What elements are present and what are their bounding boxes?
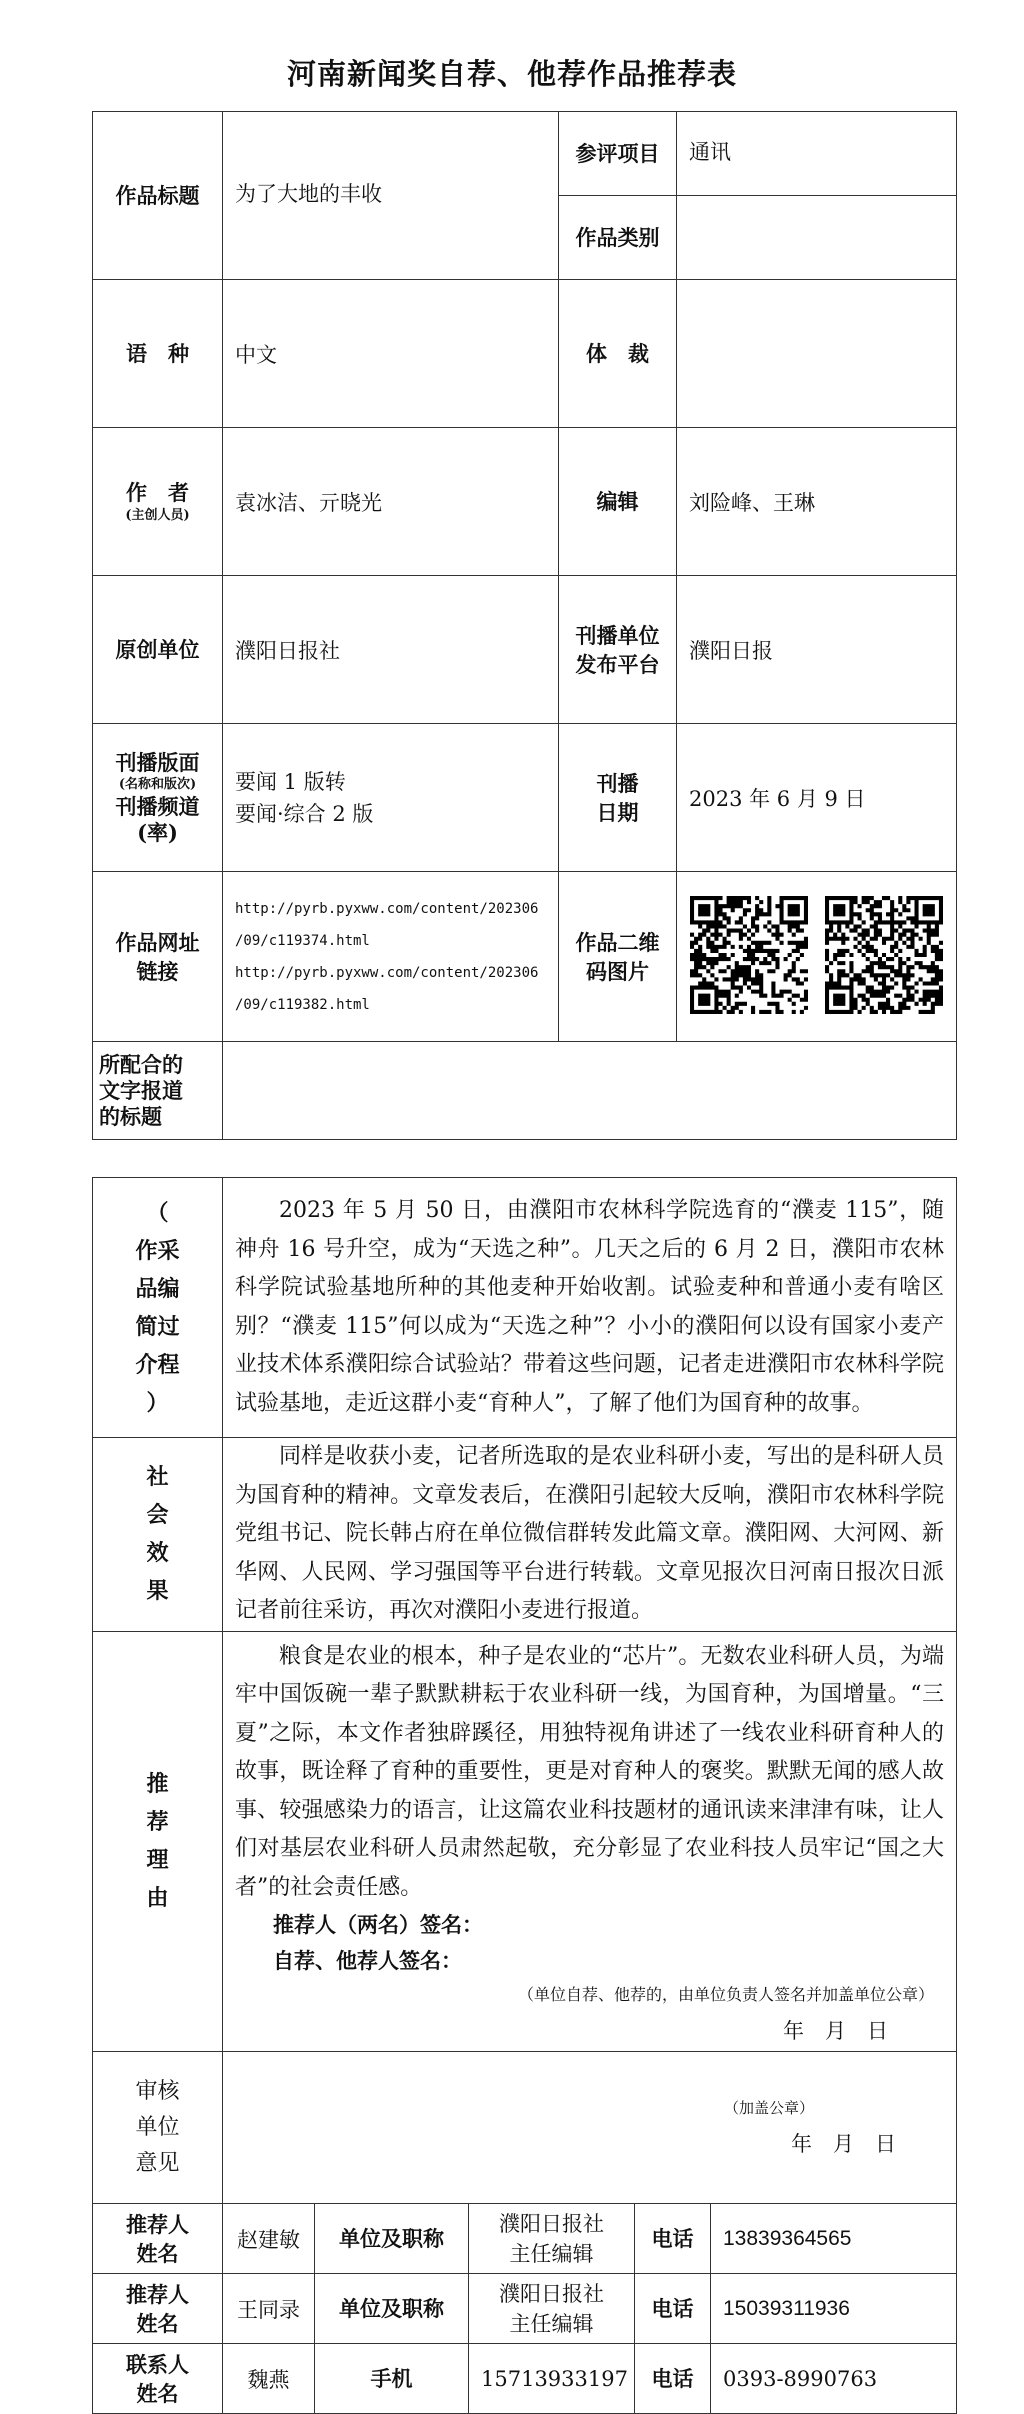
work-title-value: 为了大地的丰收: [223, 112, 559, 280]
contact-mobile: 15713933197: [469, 2344, 635, 2414]
related-label: 所配合的 文字报道 的标题: [93, 1042, 223, 1140]
review-label: 审核 单位 意见: [93, 2052, 223, 2204]
page-label: 刊播版面 (名称和版次) 刊播频道 (率): [93, 724, 223, 872]
effect-text-cell: [223, 1438, 957, 1632]
recommender-org: 濮阳日报社 主任编辑: [469, 2274, 635, 2344]
editor-label: 编辑: [559, 428, 677, 576]
pub-date-label: 刊播 日期: [559, 724, 677, 872]
authors-value: 袁冰洁、亓晓光: [223, 428, 559, 576]
category-value: 通讯: [677, 112, 957, 196]
review-date: 年 月 日: [791, 2131, 896, 2156]
recommendation-table: [92, 1177, 957, 2414]
recommender-name: 王同录: [223, 2274, 315, 2344]
work-info-table: [92, 111, 957, 1140]
review-note: （加盖公章）: [723, 2098, 814, 2117]
signature-date: 年 月 日: [783, 2019, 888, 2043]
phone-label: 电话: [635, 2204, 711, 2274]
page-value: 要闻 1 版转 要闻·综合 2 版: [223, 724, 559, 872]
work-type-label: 作品类别: [559, 196, 677, 280]
self-signature-line: 自荐、他荐人签名：: [273, 1948, 462, 1973]
related-value: [223, 1042, 957, 1140]
reason-text: 粮食是农业的根本，种子是农业的“芯片”。无数农业科研人员，为端牢中国饭碗一辈子默默耕耘于农业科研一线，为国育种，为国增量。“三夏”之际，本文作者独辟蹊径，用独特视角讲述了一线农业科研育种人的故事，既诠释了育种的重要性，更是对育种人的褒奖。默默无闻的感人故事、较强感染力的语言，让这篇农业科技题材的通讯读来津津有味，让人们对基层农业科研人员肃然起敬，充分彰显了农业科技人员牢记“国之大者”的社会责任感。: [235, 1643, 944, 1900]
phone-label: 电话: [635, 2274, 711, 2344]
qr-codes-cell: [677, 872, 957, 1042]
work-title-label: 作品标题: [93, 112, 223, 280]
pub-unit-label: 刊播单位 发布平台: [559, 576, 677, 724]
qr-label: 作品二维 码图片: [559, 872, 677, 1042]
qr-code-icon: [690, 896, 808, 1014]
mobile-label: 手机: [315, 2344, 469, 2414]
author-label: 作 者 (主创人员): [93, 428, 223, 576]
contact-row: [93, 2344, 957, 2414]
language-value: 中文: [223, 280, 559, 428]
intro-text: 2023 年 5 月 50 日，由濮阳市农林科学院选育的“濮麦 115”，随神舟 16 号升空，成为“天选之种”。几天之后的 6 月 2 日，濮阳市农林科学院试验基地所种的其他麦种开始收割。试验麦种和普通小麦有啥区别？“濮麦 115”何以成为“天选之种”？小小的濮阳何以设有国家小麦产业技术体系濮阳综合试验站？带着这些问题，记者走进濮阳市农林科学院试验基地，走近这群小麦“育种人”，了解了他们为国育种的故事。: [235, 1198, 944, 1416]
work-type-value: [677, 196, 957, 280]
url-label: 作品网址 链接: [93, 872, 223, 1042]
recommender-label: 推荐人 姓名: [93, 2204, 223, 2274]
phone-label: 电话: [635, 2344, 711, 2414]
url-link-2[interactable]: http://pyrb.pyxww.com/content/202306 /09/c119382.html: [235, 964, 539, 1013]
recommender-phone: 15039311936: [711, 2274, 957, 2344]
editors-value: 刘险峰、王琳: [677, 428, 957, 576]
reason-label: 推 荐 理 由: [93, 1631, 223, 2052]
unit-label: 原创单位: [93, 576, 223, 724]
title-label: 单位及职称: [315, 2274, 469, 2344]
recommender-name: 赵建敏: [223, 2204, 315, 2274]
category-label: 参评项目: [559, 112, 677, 196]
pub-date-value: 2023 年 6 月 9 日: [677, 724, 957, 872]
recommender-label: 推荐人 姓名: [93, 2274, 223, 2344]
intro-label: （ 作采 品编 简过 介程 ）: [93, 1178, 223, 1438]
unit-value: 濮阳日报社: [223, 576, 559, 724]
reason-cell: [223, 1631, 957, 2052]
contact-name: 魏燕: [223, 2344, 315, 2414]
language-label: 语 种: [93, 280, 223, 428]
recommender-row-2: [93, 2274, 957, 2344]
recommender-row-1: [93, 2204, 957, 2274]
recommender-signature-line: 推荐人（两名）签名：: [273, 1912, 483, 1937]
effect-label: 社 会 效 果: [93, 1438, 223, 1632]
effect-text: 同样是收获小麦，记者所选取的是农业科研小麦，写出的是科研人员为国育种的精神。文章发表后，在濮阳引起较大反响，濮阳市农林科学院党组书记、院长韩占府在单位微信群转发此篇文章。濮阳网、大河网、新华网、人民网、学习强国等平台进行转载。文章见报次日河南日报次日派记者前往采访，再次对濮阳小麦进行报道。: [235, 1444, 944, 1623]
pub-unit-value: 濮阳日报: [677, 576, 957, 724]
genre-label: 体 裁: [559, 280, 677, 428]
review-cell: [223, 2052, 957, 2204]
recommender-phone: 13839364565: [711, 2204, 957, 2274]
qr-code-icon: [825, 896, 943, 1014]
title-label: 单位及职称: [315, 2204, 469, 2274]
url-value: [223, 872, 559, 1042]
url-link-1[interactable]: http://pyrb.pyxww.com/content/202306 /09/c119374.html: [235, 900, 539, 949]
intro-text-cell: [223, 1178, 957, 1438]
signature-note: （单位自荐、他荐的，由单位负责人签名并加盖单位公章）: [517, 1985, 934, 2004]
recommender-org: 濮阳日报社 主任编辑: [469, 2204, 635, 2274]
contact-label: 联系人 姓名: [93, 2344, 223, 2414]
page-title: 河南新闻奖自荐、他荐作品推荐表: [286, 57, 737, 91]
genre-value: [677, 280, 957, 428]
contact-phone: 0393-8990763: [711, 2344, 957, 2414]
